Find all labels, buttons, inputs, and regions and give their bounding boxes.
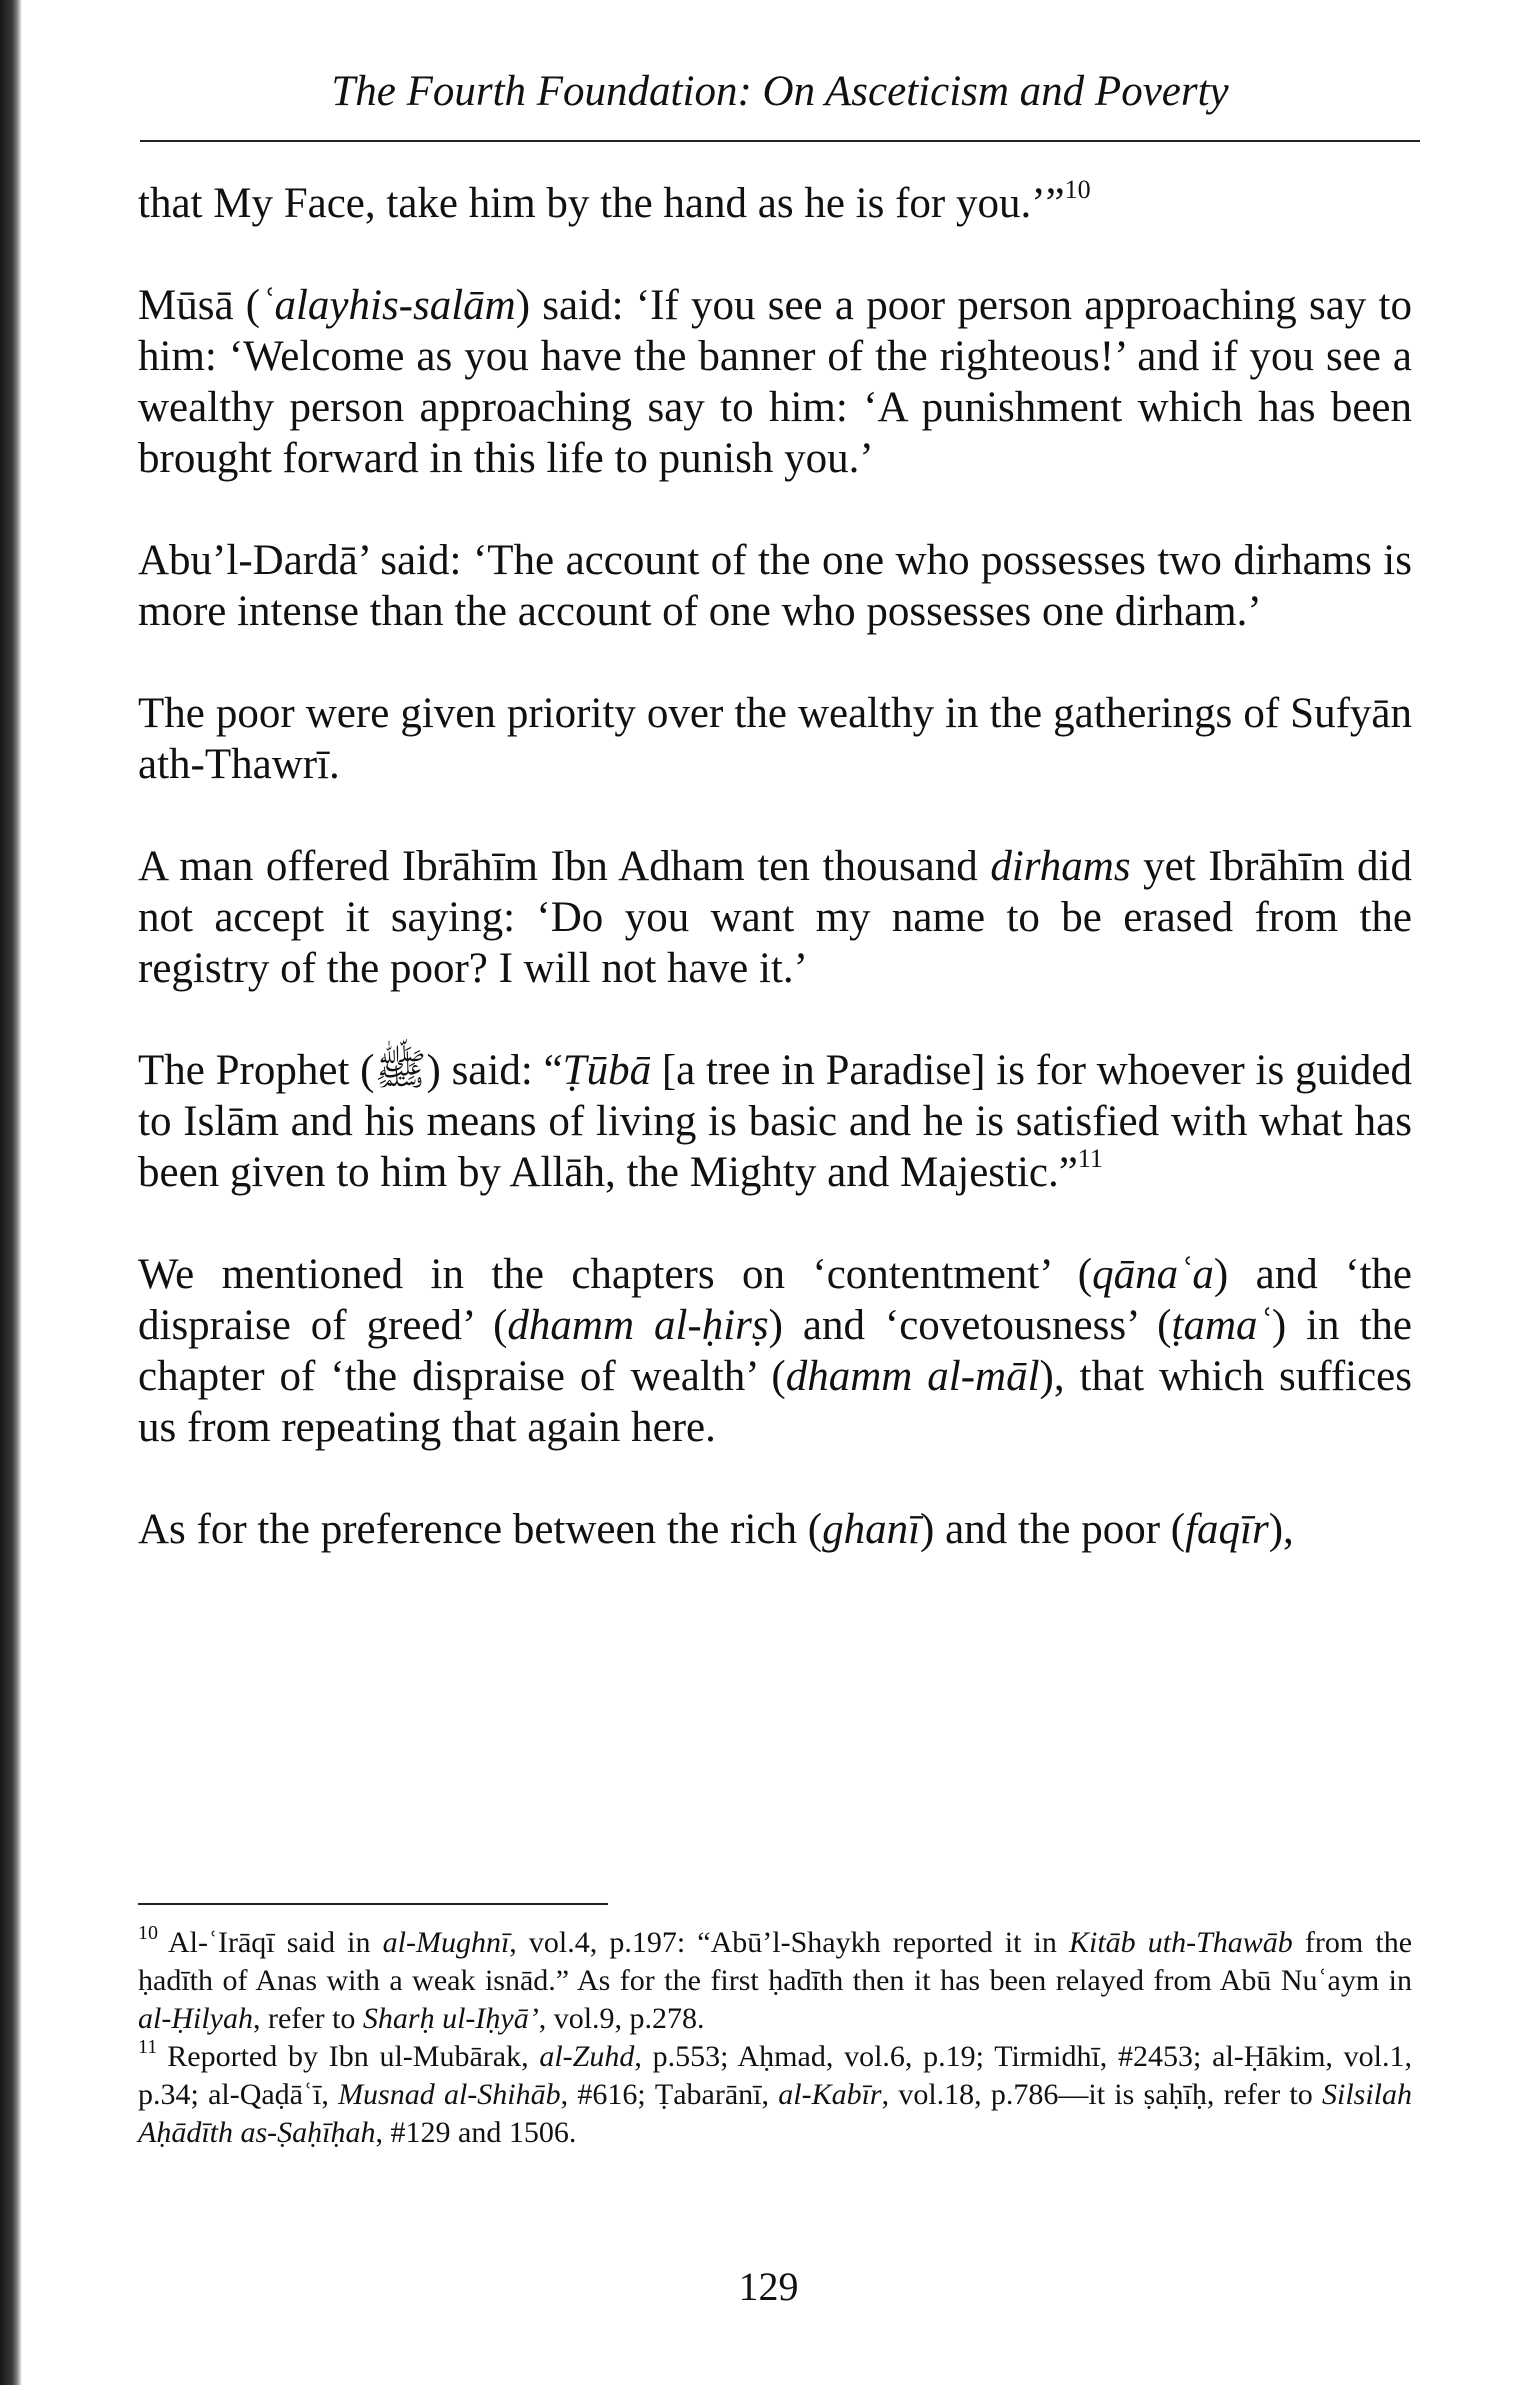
text-run: ), [1268, 1506, 1294, 1553]
footnote-rule [138, 1903, 608, 1905]
text-run: ) and the poor ( [920, 1506, 1186, 1553]
text-run: A man offered Ibrāhīm Ibn Adham ten thousand [138, 843, 991, 890]
italic-title: Silsilah Aḥādīth as-Ṣaḥīḥah [138, 2078, 1412, 2149]
text-run: Mūsā ( [138, 282, 261, 329]
italic-term: ʿalayhis-salām [260, 282, 516, 329]
italic-title: Musnad al-Shihāb [338, 2078, 561, 2111]
text-run: , vol.4, p.197: “Abū’l-Shaykh reported it in [509, 1926, 1069, 1959]
text-run: from the ḥadīth of Anas with a weak isnād.” As for the first ḥadīth then it has been relayed from Abū Nuʿaym in [138, 1926, 1413, 1997]
italic-term: ghanī [822, 1506, 921, 1553]
italic-term: qānaʿa [1092, 1251, 1214, 1298]
paragraph-3: Abu’l-Dardā’ said: ‘The account of the one who possesses two dirhams is more intense than the account of one who possesses one dirham.’ [138, 537, 1412, 635]
text-run: The Prophet (ﷺ) said: “ [138, 1047, 563, 1094]
text-run: yet Ibrāhīm did not accept it saying: ‘Do you want my name to be erased from the registry of the poor? I will not have it.’ [138, 843, 1412, 992]
paragraph-7 [138, 1249, 1412, 1453]
text-run: ) said: ‘If you see a poor person approaching say to him: ‘Welcome as you have the banner of the righteous!’ and if you see a wealthy person approaching say to him: ‘A punishment which has been brought forward in this life to punish you.’ [138, 282, 1413, 482]
footnote-10 [138, 1924, 1412, 2038]
footnote-number: 10 [138, 1922, 158, 1944]
paragraph-6 [138, 1045, 1412, 1198]
text-run: , refer to [252, 2002, 363, 2035]
footnote-number: 11 [138, 2036, 158, 2058]
italic-title: al-Zuhd [539, 2040, 635, 2073]
text-run: ) and ‘covetousness’ ( [768, 1302, 1172, 1349]
text-run: , p.553; Aḥmad, vol.6, p.19; Tirmidhī, #2453; al-Ḥākim, vol.1, p.34; al-Qaḍāʿī, [138, 2040, 1412, 2111]
text-run: ) and ‘the dispraise of greed’ ( [138, 1251, 1412, 1349]
header-rule [140, 140, 1420, 142]
text-run: , vol.18, p.786—it is ṣaḥīḥ, refer to [881, 2078, 1322, 2111]
footnote-11 [138, 2038, 1412, 2152]
italic-title: Sharḥ ul-Iḥyā’ [362, 2002, 539, 2035]
body-text [138, 174, 1413, 1555]
footnote-ref-10[interactable]: 10 [1064, 174, 1091, 204]
page-number: 129 [738, 2264, 799, 2309]
italic-title: Kitāb uth-Thawāb [1069, 1926, 1293, 1959]
italic-term: Ṭūbā [562, 1047, 652, 1094]
italic-title: al-Kabīr [778, 2078, 882, 2111]
footnote-ref-11[interactable]: 11 [1077, 1143, 1103, 1173]
footnotes [138, 1924, 1412, 2152]
paragraph-1 [138, 174, 1412, 229]
italic-term: dirhams [990, 843, 1131, 890]
text-run: ) in the chapter of ‘the dispraise of wealth’ ( [138, 1302, 1412, 1400]
text-run: , vol.9, p.278. [538, 2002, 705, 2035]
italic-term: ṭamaʿ [1171, 1302, 1272, 1349]
book-spine-shadow [0, 0, 22, 2385]
italic-term: faqīr [1185, 1506, 1269, 1553]
text-run: Reported by Ibn ul-Mubārak, [167, 2040, 540, 2073]
running-header: The Fourth Foundation: On Asceticism and Poverty [331, 68, 1229, 115]
italic-term: dhamm al-māl [785, 1353, 1040, 1400]
paragraph-1-text: that My Face, take him by the hand as he is for you.’” [138, 180, 1065, 227]
italic-term: dhamm al-ḥirṣ [507, 1302, 769, 1349]
text-run: ), that which suffices us from repeating that again here. [138, 1353, 1412, 1451]
text-run: As for the preference between the rich ( [138, 1506, 823, 1553]
paragraph-2 [138, 280, 1412, 484]
italic-title: al-Mughnī [382, 1926, 510, 1959]
paragraph-5 [138, 841, 1412, 994]
text-run: , #616; Ṭabarānī, [560, 2078, 779, 2111]
text-run: We mentioned in the chapters on ‘contentment’ ( [138, 1251, 1093, 1298]
paragraph-8 [138, 1504, 1412, 1555]
text-run: [a tree in Paradise] is for whoever is guided to Islām and his means of living is basic and he is satisfied with what has been given to him by Allāh, the Mighty and Majestic.” [138, 1047, 1412, 1196]
italic-title: al-Ḥilyah [138, 2002, 253, 2035]
text-run: , #129 and 1506. [375, 2116, 577, 2149]
paragraph-4: The poor were given priority over the wealthy in the gatherings of Sufyān ath-Thawrī. [138, 690, 1412, 788]
text-run: Al-ʿIrāqī said in [168, 1926, 383, 1959]
